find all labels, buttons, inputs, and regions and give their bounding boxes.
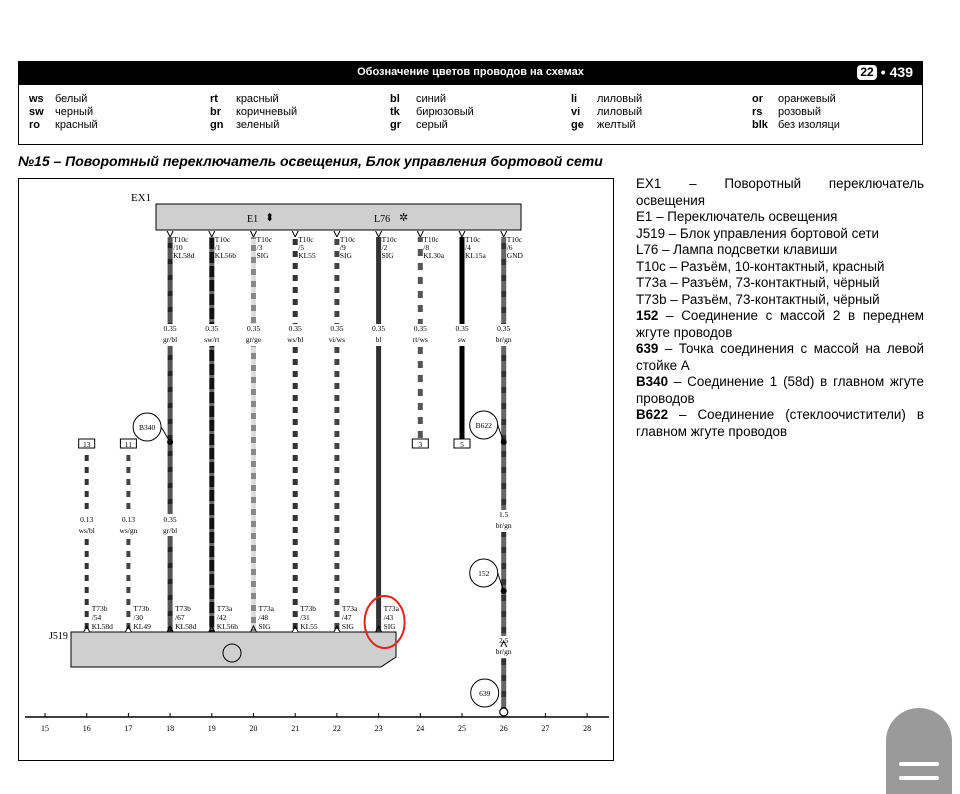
legend-column [210,93,297,132]
wire-terminal-number: 5 [460,440,464,449]
ruler-number: 19 [207,724,216,733]
wire-swrt [209,237,214,632]
component-description-list [636,176,924,440]
description-item [636,242,924,259]
legend-entry [571,119,642,132]
legend-column [390,93,474,132]
connector-name: T73a [383,604,400,613]
ruler-number: 23 [374,724,383,733]
legend-code: or [752,93,763,105]
connector-pin: /6 [506,243,513,252]
connector-pin: /54 [91,613,102,622]
description-text: – Соединение (стеклоочистители) в главном жгуте проводов [636,407,924,439]
legend-code: li [571,93,578,105]
e1-label: E1 [247,214,259,225]
description-item [636,308,924,341]
wire-color-code: sw [457,335,467,344]
description-code: J519 [636,225,666,241]
legend-column [571,93,642,132]
legend-color-name: красный [236,93,279,105]
legend-color-name: лиловый [597,106,643,118]
wire-terminal-number: 3 [418,440,423,449]
connector-pin: /31 [300,613,310,622]
description-text: – Точка соединения с массой на левой стойке А [636,341,924,373]
connector-signal: SIG [256,251,269,260]
wire-grge [251,237,256,632]
connector-pin: /47 [341,613,352,622]
description-text: – Разъём, 10-контактный, красный [665,258,885,274]
legend-code: br [210,106,221,118]
description-code: B622 [636,407,669,422]
l76-label: L76 [374,214,391,225]
ruler-number: 22 [332,724,341,733]
connector-name: T10c [256,235,272,244]
wire-color-code: bl [375,335,382,344]
connector-name: T73b [133,604,150,613]
description-item [636,275,924,292]
ruler-number: 15 [41,724,49,733]
legend-code: tk [390,106,400,118]
connector-pin: /2 [381,243,388,252]
legend-code: rt [210,93,218,105]
connector-name: T73a [216,604,233,613]
wire-color-code: gr/ge [245,335,262,344]
connector-pin: /30 [133,613,143,622]
wire-gauge: 0.35 [205,324,219,333]
ruler-number: 28 [583,724,592,733]
legend-entry [752,119,840,132]
chapter-badge: 22 [857,65,876,80]
wire-gauge: 0.35 [455,324,469,333]
l76-lamp-icon: ✲ [399,212,409,224]
connector-pin: /9 [339,243,346,252]
ruler-number: 26 [499,724,508,733]
ruler-number: 20 [249,724,258,733]
legend-color-name: белый [55,93,88,105]
legend-column [752,93,840,132]
connector-pin: /43 [383,613,394,622]
connector-signal: SIG [258,622,271,631]
legend-code: ws [29,93,44,105]
connection-point-label: 152 [478,569,490,578]
description-item [636,226,924,243]
page-bullet: • [880,64,886,80]
legend-color-name: зеленый [236,119,280,131]
connector-pin: /48 [258,613,269,622]
connector-signal: SIG [383,622,396,631]
connector-signal: KL55 [298,251,316,260]
ruler-number: 21 [291,724,300,733]
wire-color-code: br/gn [495,647,512,656]
legend-entry [571,93,642,106]
legend-entry [29,119,98,132]
legend-entry [752,106,840,119]
wiring-diagram-svg [19,179,615,762]
page-number-value: 439 [889,64,913,80]
connector-signal: SIG [341,622,354,631]
connector-name: T10c [173,235,189,244]
legend-code: bl [390,93,400,105]
wire-color-code: vi/ws [328,335,346,344]
description-code: B340 [636,374,669,389]
description-text: – Соединение с массой 2 в переднем жгуте проводов [636,308,924,340]
wire-color-code: rt/ws [412,335,428,344]
wire-gauge: 1.5 [499,510,509,519]
wire-color-code: gr/bl [163,335,178,344]
wire-viws [334,237,339,632]
wire-gauge: 2.5 [499,636,509,645]
legend-code: sw [29,106,44,118]
description-code: EX1 [636,176,662,191]
wire-gauge: 0.35 [246,324,261,333]
legend-color-name: желтый [597,119,636,131]
connector-signal: KL58d [91,622,113,631]
description-text: – Поворотный переключатель освещения [636,176,924,208]
ruler-number: 25 [458,724,466,733]
ground-point [500,708,508,716]
legend-entry [210,119,297,132]
connector-signal: GND [506,251,523,260]
wire-bl [376,237,381,632]
menu-icon-line [899,762,939,766]
connector-pin: /67 [175,613,185,622]
wire-gauge: 0.35 [413,324,427,333]
connector-signal: KL58d [173,251,195,260]
description-item [636,259,924,276]
connector-name: T73b [91,604,108,613]
legend-color-name: коричневый [236,106,298,118]
wire-gauge: 0.13 [121,515,135,524]
description-text: – Разъём, 73-контактный, чёрный [666,275,880,290]
wire-gauge: 0.35 [163,515,177,524]
wire-terminal-number: 11 [124,440,133,449]
header-title: Обозначение цветов проводов на схемах [357,66,584,78]
legend-code: ro [29,119,40,131]
description-item [636,341,924,374]
wire-color-code: sw/rt [204,335,220,344]
connector-signal: SIG [381,251,394,260]
legend-code: gn [210,119,224,131]
description-item [636,209,924,226]
legend-entry [752,93,840,106]
connector-name: T10c [339,235,356,244]
wire-color-code: br/gn [495,335,512,344]
wire-gauge: 0.13 [80,515,94,524]
connector-name: T73a [258,604,274,613]
description-code: 639 [636,341,659,356]
ruler-number: 16 [82,724,91,733]
wire-gauge: 0.35 [372,324,386,333]
connector-pin: /10 [173,243,183,252]
legend-color-name: черный [55,106,94,118]
description-text: – Переключатель освещения [652,209,838,224]
connector-pin: /4 [465,243,471,252]
legend-color-name: оранжевый [778,93,836,105]
description-text: – Разъём, 73-контактный, чёрный [666,291,880,307]
connector-name: T10c [381,235,398,244]
connector-name: T10c [506,235,523,244]
legend-color-name: красный [55,119,98,131]
page-header [18,61,923,85]
ex1-component [156,204,521,230]
description-code: T73a [636,275,667,290]
connector-name: T10c [423,235,439,244]
legend-code: gr [390,119,401,131]
legend-entry [571,106,642,119]
connector-name: T73b [300,604,317,613]
legend-color-name: бирюзовый [416,106,474,118]
ruler-number: 18 [166,724,175,733]
connector-name: T10c [465,235,481,244]
legend-entry [390,106,474,119]
description-text: – Блок управления бортовой сети [665,225,879,241]
ruler-number: 24 [416,724,425,733]
legend-code: ge [571,119,584,131]
connector-signal: KL56b [216,622,239,631]
description-item [636,407,924,440]
connector-pin: /8 [423,243,430,252]
section-title: №15 – Поворотный переключатель освещения, Блок управления бортовой сети [18,153,603,169]
wire-color-legend [18,85,923,145]
wire-color-code: br/gn [495,521,512,530]
legend-entry [29,93,98,106]
connector-signal: KL15a [465,251,486,260]
wire-color-code: ws/bl [78,526,95,535]
lower-wire [85,449,89,632]
connector-signal: KL55 [300,622,318,631]
description-text: – Соединение 1 (58d) в главном жгуте проводов [636,374,924,406]
description-item [636,176,924,209]
wire-gauge: 0.35 [163,324,177,333]
connector-name: T10c [214,235,231,244]
legend-entry [29,106,98,119]
connector-signal: SIG [339,251,352,260]
description-code: 152 [636,308,659,323]
connector-name: T10c [298,235,314,244]
description-text: – Лампа подсветки клавиши [658,242,838,257]
connection-point-label: B622 [475,421,492,430]
connection-point-label: 639 [479,689,491,698]
legend-entry [390,93,474,106]
connector-signal: KL58d [175,622,197,631]
connector-signal: KL30a [423,251,445,260]
connector-name: T73a [341,604,358,613]
e1-switch-icon: ⬍ [265,212,275,224]
connector-pin: /42 [216,613,227,622]
j519-label: J519 [49,631,68,642]
wire-gauge: 0.35 [497,324,511,333]
wire-color-code: ws/gn [119,526,138,535]
wire-color-code: gr/bl [163,526,178,535]
description-code: E1 [636,209,653,224]
description-item [636,374,924,407]
description-item [636,292,924,309]
description-code: T10c [636,258,666,274]
page-number [857,64,913,80]
legend-color-name: лиловый [597,93,643,105]
wire-gauge: 0.35 [288,324,302,333]
legend-code: blk [752,119,768,131]
connector-pin: /5 [298,243,305,252]
legend-color-name: серый [416,119,448,131]
wire-color-code: ws/bl [287,335,304,344]
description-code: T73b [636,291,667,307]
legend-code: vi [571,106,581,118]
legend-entry [210,106,297,119]
wire-grbl [168,237,173,632]
connector-pin: /3 [256,243,263,252]
menu-button[interactable] [886,708,952,794]
connector-pin: /1 [214,243,221,252]
lower-wire [126,449,130,632]
connector-signal: KL49 [133,622,151,631]
menu-icon-line [899,776,939,780]
legend-entry [210,93,297,106]
legend-color-name: синий [416,93,447,105]
connector-signal: KL56b [214,251,237,260]
legend-color-name: розовый [778,106,822,118]
connection-point-label: B340 [138,423,156,432]
legend-entry [390,119,474,132]
wire-wsbl [293,237,298,632]
legend-code: rs [752,106,763,118]
wiring-diagram [18,178,614,761]
connector-name: T73b [175,604,191,613]
ex1-label: EX1 [131,192,152,204]
ruler-number: 17 [124,724,133,733]
legend-column [29,93,98,132]
legend-color-name: без изоляци [778,119,840,131]
wire-terminal-number: 13 [82,440,91,449]
wire-gauge: 0.35 [330,324,344,333]
ruler-number: 27 [541,724,550,733]
description-code: L76 [636,242,659,257]
